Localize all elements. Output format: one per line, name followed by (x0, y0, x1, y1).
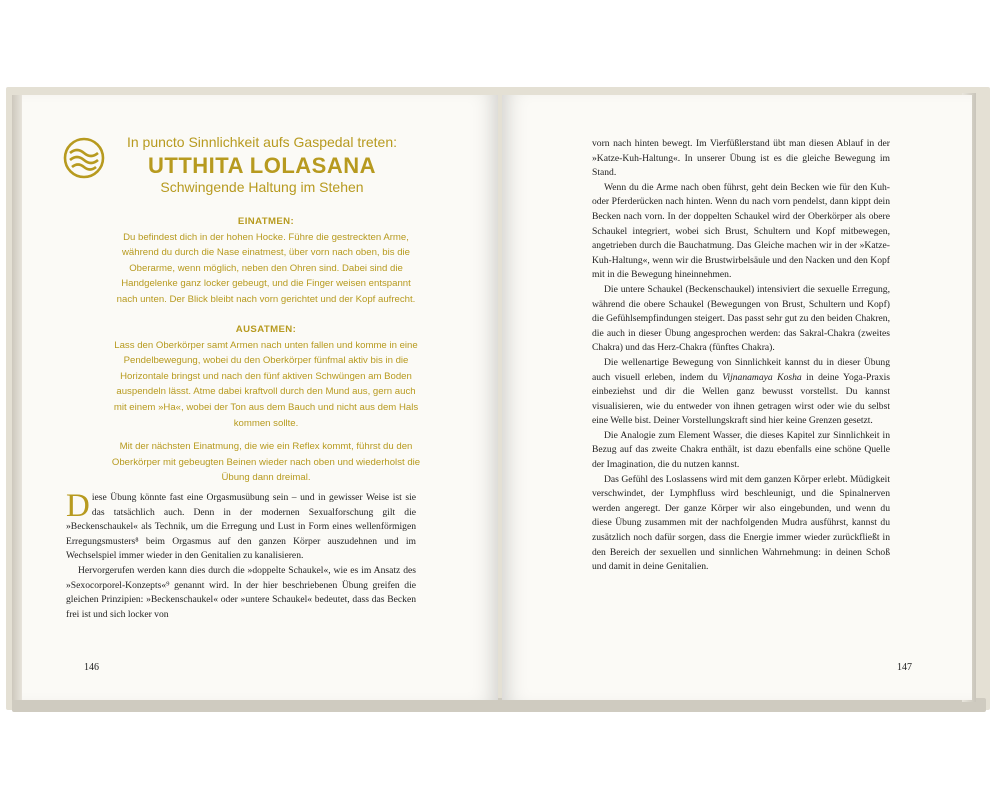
drop-cap: D (66, 488, 90, 524)
paragraph (592, 356, 890, 429)
inhale-section (110, 214, 422, 308)
exhale-section (110, 322, 422, 486)
emphasized-term: Vijnanamaya Kosha (722, 371, 802, 383)
page-number-right: 147 (897, 662, 912, 673)
paragraph: Hervorgerufen werden kann dies durch die »doppelte Schaukel«, wie es im Ansatz des »Sexocorporel-Konzepts«⁹ genannt wird. In der hier beschriebenen Übung greifen die gleichen Prinzipien: »Beckenschaukel« oder »untere Schaukel« bedeutet, dass das Becken frei ist und sich locker von (66, 564, 416, 620)
paragraph: Wenn du die Arme nach oben führst, geht dein Becken wie für den Kuh- oder Pferderücken nach hinten. Wenn du nach vorn pendelst, dann kippt dein Becken nach vorn. In der doppelten Schaukel wird der Oberkörper als obere Schaukel integriert, wobei sich Brust, Schultern und Kopf mitbewegen, angetrieben durch die Bauchatmung. Das Gleiche machen wir in der »Katze-Kuh-Haltung«, wenn wir die Brustwirbelsäule und den Nacken und den Kopf mit in die Bewegung hineinnehmen. (592, 181, 890, 281)
book-shadow (12, 698, 986, 712)
exhale-heading: AUSATMEN: (235, 324, 297, 335)
paragraph: Die Analogie zum Element Wasser, die dieses Kapitel zur Sinnlichkeit in Bezug auf das zweite Chakra enthält, ist dazu ebenfalls eine schöne Quelle der Imagination, die du nutzen kannst. (592, 429, 890, 471)
paragraph-text: iese Übung könnte fast eine Orgasmusübung sein – und in gewisser Weise ist sie das tatsächlich auch. Denn in der modernen Sexualforschung gilt die »Beckenschaukel« als Technik, um die Erregung und Lust in Form eines wellenförmigen Erregungsmusters⁸ beim Orgasmus auf den ganzen Körper auszudehnen und im Wechselspiel immer wieder in den Genitalien zu kanalisieren. (66, 492, 416, 562)
inhale-heading: EINATMEN: (237, 216, 295, 227)
paragraph: Die untere Schaukel (Beckenschaukel) intensiviert die sexuelle Erregung, während die obere Schaukel (Bewegungen von Brust, Schultern und Kopf) die Gefühlsempfindungen steigert. Das passt sehr gut zu den beiden Chakren, die auch in dieser Übung angesprochen werden: das Sakral-Chakra (zweites Chakra) und das Herz-Chakra (fünftes Chakra). (592, 283, 890, 354)
exercise-title: UTTHITA LOLASANA (148, 153, 376, 178)
paragraph (66, 488, 416, 564)
left-body-text (66, 488, 416, 622)
wave-emblem-icon (62, 136, 106, 180)
paragraph-text: in deine Yoga-Praxis einbeziehst und dir die Wellen ganz bewusst vorstellst. Du kannst visualisieren, wie du entweder von ihnen getragen wirst oder wie du selbst eine Welle bist. Deiner Vorstellungskraft sind hier keine Grenzen gesetzt. (592, 371, 890, 427)
paragraph: vorn nach hinten bewegt. Im Vierfüßlerstand übt man diesen Ablauf in der »Katze-Kuh-Haltung«. In unserer Übung ist es die gleiche Bewegung im Stand. (592, 138, 890, 179)
exercise-kicker: In puncto Sinnlichkeit aufs Gaspedal treten: (126, 134, 398, 150)
exhale-followup: Mit der nächsten Einatmung, die wie ein Reflex kommt, führst du den Oberkörper mit gebeugten Beinen wieder nach oben und wiederholst die Übung dann dreimal. (111, 441, 421, 484)
page-number-left: 146 (84, 662, 99, 673)
exhale-text: Lass den Oberkörper samt Armen nach unten fallen und komme in eine Pendelbewegung, wobei du den Oberkörper fünfmal aktiv bis in die Horizontale bringst und nach den fünf aktiven Schwüngen am Boden auspendeln lässt. Atme dabei kraftvoll durch den Mund aus, gern auch mit einem »Ha«, wobei der Ton aus dem Bauch und nicht aus dem Hals kommen sollte. (113, 339, 419, 429)
right-body-text (592, 137, 890, 575)
exercise-subtitle: Schwingende Haltung im Stehen (160, 179, 364, 195)
inhale-text: Du befindest dich in der hohen Hocke. Führe die gestreckten Arme, während du durch die Nase einatmest, über vorn nach oben, bis die Oberarme, wenn möglich, neben den Ohren sind. Dabei sind die Handgelenke ganz locker gebeugt, und die Finger weisen entspannt nach unten. Der Blick bleibt nach vorn gerichtet und der Kopf aufrecht. (116, 231, 416, 305)
paragraph-text: Die wellenartige Bewegung von Sinnlichkeit kannst du in dieser Übung auch visuell erleben, indem du (592, 356, 890, 383)
paragraph: Das Gefühl des Loslassens wird mit dem ganzen Körper erlebt. Müdigkeit verschwindet, der Lymphfluss wird beschleunigt, und die Spinalnerven werden angeregt. Der ganze Körper wir also eingebunden, und wenn du diese Übung zusammen mit der nachfolgenden Mudra ausführst, kannst du zusätzlich noch dafür sorgen, dass die Energie immer wieder zurückfließt in den Bereich der sexuellen und sinnlichen Wahrnehmung: in deinen Schoß und damit in deine Genitalien. (592, 473, 890, 573)
